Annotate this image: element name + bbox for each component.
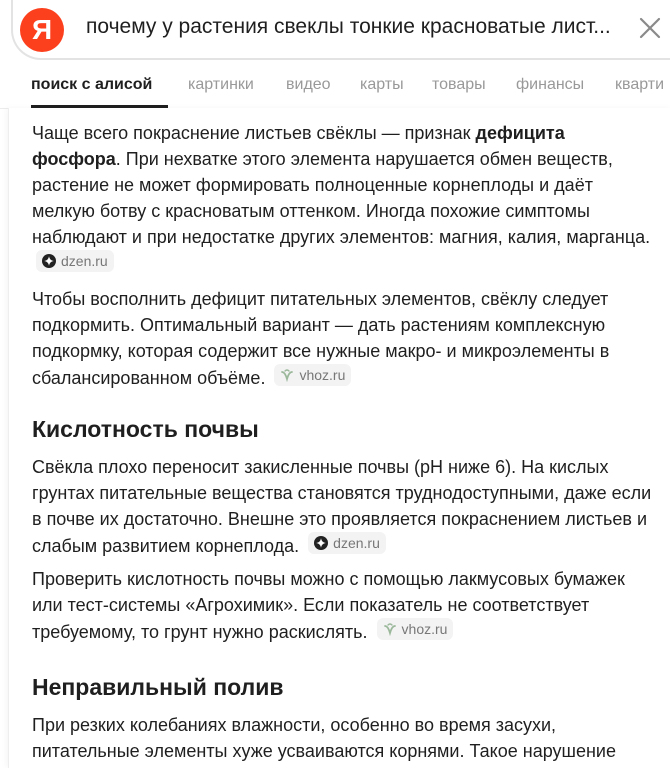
source-link[interactable]: vhoz.ru bbox=[377, 618, 454, 640]
heading-watering: Неправильный полив bbox=[32, 674, 284, 700]
heading-acidity: Кислотность почвы bbox=[32, 416, 259, 442]
tab-finance[interactable]: финансы bbox=[516, 76, 585, 93]
vhoz-icon bbox=[280, 368, 294, 382]
paragraph-testing: Проверить кислотность почвы можно с помощью лакмусовых бумажек или тест-системы «Агрохимик». Если показатель не соответствует требуемому, то грунт нужно раскислять. vhoz.ru bbox=[32, 569, 625, 642]
dzen-icon bbox=[314, 536, 328, 550]
tab-goods[interactable]: товары bbox=[432, 76, 486, 93]
paragraph-fertilizing: Чтобы восполнить дефицит питательных элементов, свёклу следует подкормить. Оптимальный вариант — дать растениям комплексную подкормку, которая содержит все нужные макро- и микроэлементы в сбалансированном объёме. vhoz.ru bbox=[32, 289, 610, 388]
top-bar bbox=[0, 0, 670, 60]
close-icon[interactable] bbox=[636, 14, 664, 42]
tab-images[interactable]: картинки bbox=[188, 76, 254, 93]
yandex-logo[interactable] bbox=[20, 8, 64, 52]
tab-video[interactable]: видео bbox=[286, 76, 331, 93]
paragraph-phosphorus: Чаще всего покраснение листьев свёклы — признак дефицита фосфора. При нехватке этого элемента нарушается обмен веществ, растение не может формировать полноценные корнеплоды и даёт мелкую ботву с красноватым оттенком. Иногда похожие симптомы наблюдают и при недостатке других элементов: магния, калия, марганца. dzen.ru bbox=[32, 120, 657, 277]
tab-maps[interactable]: карты bbox=[360, 76, 404, 93]
vhoz-icon bbox=[383, 622, 397, 636]
paragraph-watering: При резких колебаниях влажности, особенно во время засухи, питательные элементы хуже усваиваются корнями. Такое нарушение bbox=[32, 715, 616, 761]
search-query[interactable]: почему у растения свеклы тонкие красноватые лист... bbox=[86, 15, 611, 38]
paragraph-acidity: Свёкла плохо переносит закисленные почвы (pH ниже 6). На кислых грунтах питательные вещества становятся труднодоступными, даже если в почве их достаточно. Внешне это проявляется покраснением листьев и слабым развитием корнеплода. dzen.ru bbox=[32, 457, 652, 556]
logo-letter: Я bbox=[31, 14, 53, 45]
tab-alice-search[interactable]: поиск с алисой bbox=[31, 76, 153, 93]
source-link[interactable]: dzen.ru bbox=[36, 250, 114, 272]
source-link[interactable]: dzen.ru bbox=[308, 532, 386, 554]
source-link[interactable]: vhoz.ru bbox=[274, 364, 351, 386]
tab-apartments[interactable]: кварти bbox=[615, 76, 665, 93]
alice-answer bbox=[8, 108, 670, 768]
highlight-phosphorus: дефицита фосфора bbox=[32, 123, 565, 169]
dzen-icon bbox=[42, 254, 56, 268]
search-tabs bbox=[0, 60, 670, 109]
